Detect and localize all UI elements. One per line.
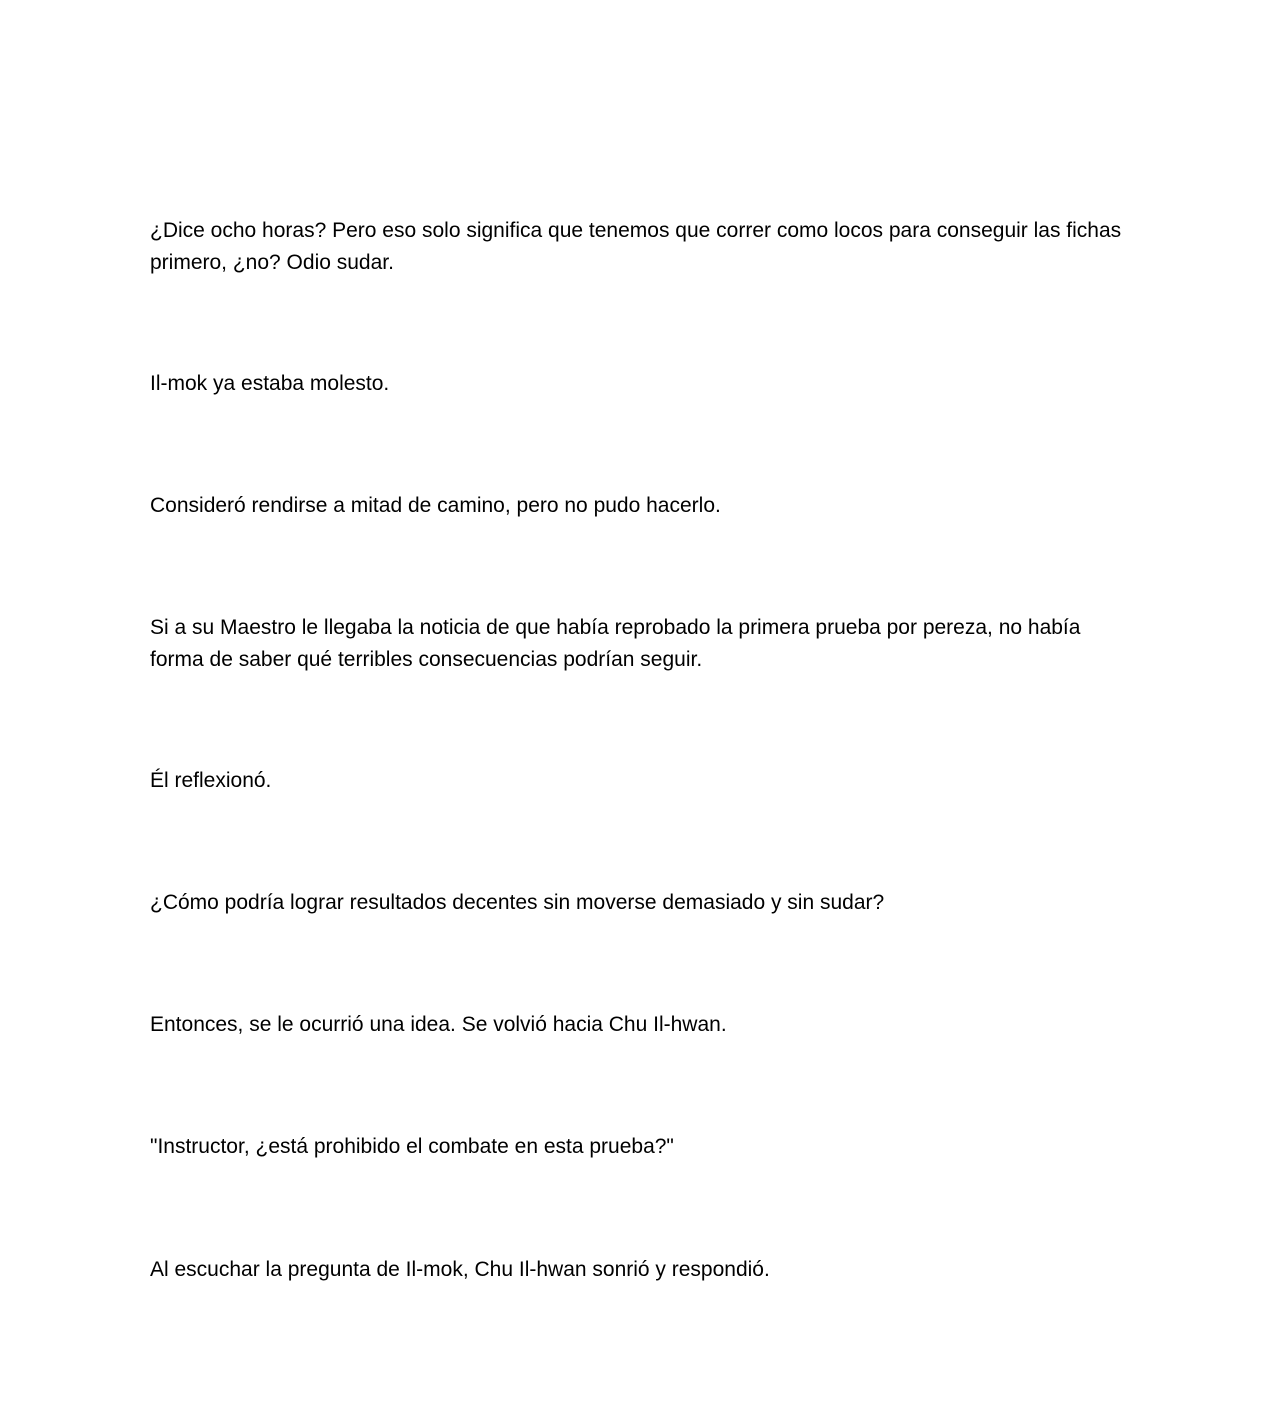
paragraph: Consideró rendirse a mitad de camino, pero no pudo hacerlo. [150, 494, 721, 517]
paragraph: ¿Cómo podría lograr resultados decentes sin moverse demasiado y sin sudar? [150, 891, 885, 914]
paragraph: Al escuchar la pregunta de Il-mok, Chu Il-hwan sonrió y respondió. [150, 1258, 770, 1281]
paragraph: ¿Dice ocho horas? Pero eso solo significa que tenemos que correr como locos para conseguir las fichas primero, ¿no? Odio sudar. [150, 219, 1122, 274]
paragraph: Si a su Maestro le llegaba la noticia de que había reprobado la primera prueba por pereza, no había forma de saber qué terribles consecuencias podrían seguir. [150, 616, 1081, 671]
paragraph: Entonces, se le ocurrió una idea. Se volvió hacia Chu Il-hwan. [150, 1013, 727, 1036]
paragraph: Él reflexionó. [150, 769, 272, 792]
paragraph: Il-mok ya estaba molesto. [150, 372, 390, 395]
paragraph: "Instructor, ¿está prohibido el combate en esta prueba?" [150, 1135, 674, 1158]
